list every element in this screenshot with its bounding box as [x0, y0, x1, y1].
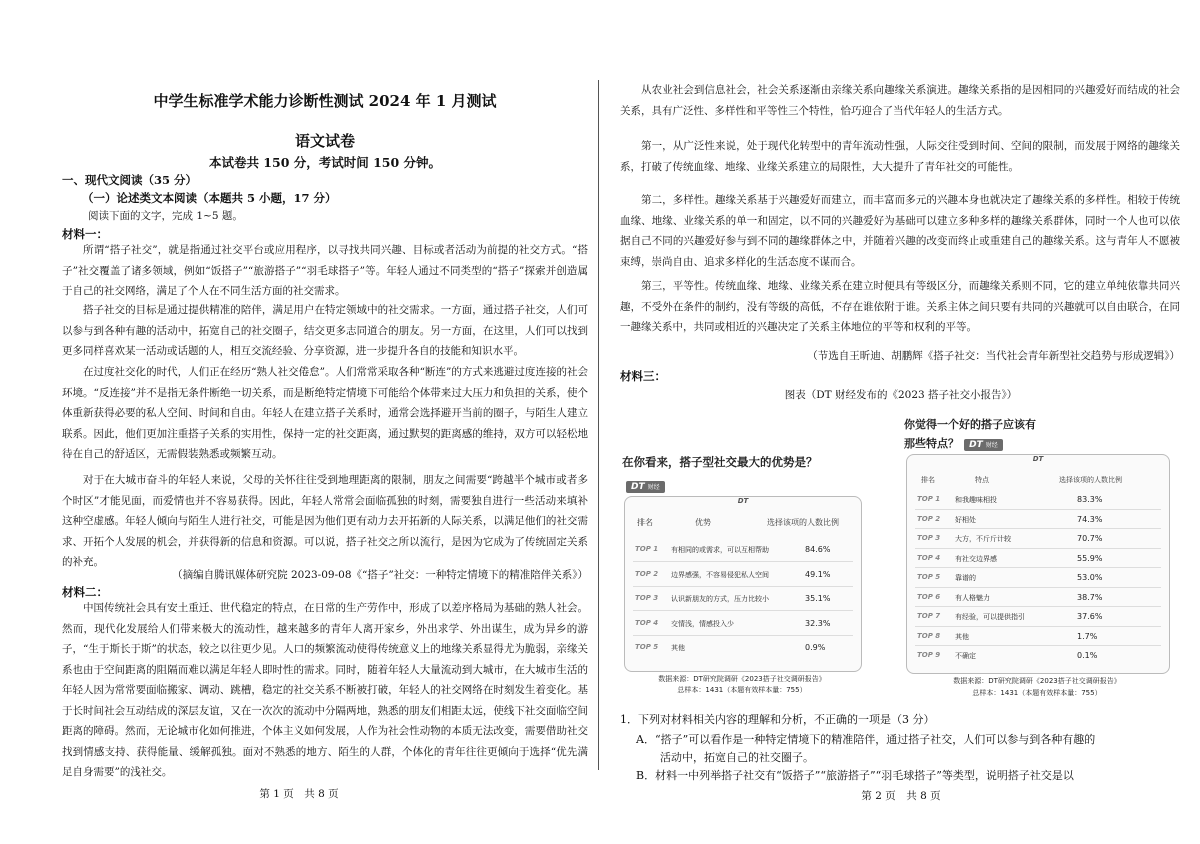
chart-footnote: 数据来源：DT研究院调研《2023搭子社交调研报告》 — [658, 675, 826, 683]
chart-caption: 图表（DT 财经发布的《2023 搭子社交小报告》） — [784, 389, 1018, 401]
score-line: 本试卷共 150 分，考试时间 150 分钟。 — [208, 155, 442, 170]
value-label: 74.3% — [1077, 514, 1103, 524]
subject-title: 语文试卷 — [294, 132, 355, 150]
page-divider — [598, 80, 599, 770]
column-header: 排名 — [637, 518, 653, 527]
rank-label: TOP 6 — [917, 592, 941, 601]
category-label: 边界感强，不容易侵犯私人空间 — [671, 570, 769, 579]
page-number: 第 2 页 共 8 页 — [861, 790, 941, 802]
row-divider — [915, 587, 1161, 588]
left-page — [0, 0, 598, 844]
category-label: 大方，不斤斤计较 — [955, 535, 1011, 543]
value-label: 70.7% — [1077, 534, 1103, 543]
row-divider — [915, 606, 1161, 607]
dt-logo — [626, 474, 665, 493]
column-header: 选择该项的人数比例 — [767, 518, 839, 527]
row-divider — [915, 548, 1161, 549]
rank-label: TOP 7 — [917, 612, 941, 620]
column-header: 选择该项的人数比例 — [1059, 476, 1122, 484]
material1-paragraph: 所谓“搭子社交”，就是指通过社交平台或应用程序，以寻找共同兴趣、目标或者活动为前提的社交方式。“搭子”社交覆盖了诸多领域，例如“饭搭子”“旅游搭子”“羽毛球搭子”等。年轻人通过不同类型的“搭子”探索并创造属于自己的社交网络，满足了个人在不同生活方面的社交需求。 — [62, 244, 588, 297]
column-header: 排名 — [921, 476, 935, 484]
value-label: 53.0% — [1077, 573, 1103, 582]
value-label: 37.6% — [1077, 612, 1103, 621]
category-label: 和我趣味相投 — [955, 496, 997, 504]
material2-paragraph: 从农业社会到信息社会，社会关系逐渐由亲缘关系向趣缘关系演进。趣缘关系指的是因相同的兴趣爱好而结成的社会关系，具有广泛性、多样性和平等性三个特性，恰巧迎合了当代年轻人的生活方式。 — [620, 84, 1180, 117]
rank-label: TOP 4 — [635, 618, 659, 627]
row-divider — [915, 626, 1161, 627]
chart-traits — [902, 412, 1172, 712]
value-label: 1.7% — [1077, 631, 1098, 641]
material1-paragraph: 对于在大城市奋斗的年轻人来说，父母的关怀往往受到地理距离的限制，朋友之间需要“跨越半个城市或者多个时区”才能见面，而爱情也并不容易获得。因此，年轻人常常会面临孤独的时刻，需要独自进行一些活动来填补这种空虚感。年轻人倾向与陌生人进行社交，可能是因为他们更有动力去开拓新的人际关系，以满足他们的社交需求、开拓个人发展的机会，并获得新的信息和资源。可以说，搭子社交之所以流行，是因为它成为了传统固定关系的补充。 — [62, 474, 588, 568]
row-divider — [633, 635, 853, 636]
chart-card — [624, 496, 862, 672]
category-label: 有经验，可以提供指引 — [955, 613, 1025, 621]
dt-logo-text: DT — [969, 440, 983, 450]
value-label: 38.7% — [1077, 592, 1103, 602]
value-label: 84.6% — [805, 545, 831, 554]
question-1-option-a-cont: 活动中，拓宽自己的社交圈子。 — [660, 751, 814, 764]
category-label: 有相同的或需求，可以互相帮助 — [671, 546, 769, 554]
rank-label: TOP 9 — [917, 651, 941, 659]
chart-title-text: 那些特点？ — [904, 437, 959, 450]
material1-source: （摘编自腾讯媒体研究院 2023-09-08《“搭子”社交：一种特定情境下的精准陪伴关系》） — [172, 569, 588, 581]
row-divider — [915, 645, 1161, 646]
material2-source: （节选自王昕迪、胡鹏辉《搭子社交：当代社会青年新型社交趋势与形成逻辑》） — [807, 350, 1180, 362]
material2-paragraph: 第一，从广泛性来说，处于现代化转型中的青年流动性强，人际交往受到时间、空间的限制，而发展于网络的趣缘关系，打破了传统血缘、地缘、业缘关系建立的局限性，大大提升了青年社交的可能性。 — [620, 140, 1180, 173]
chart-footnote: 总样本：1431（本题有效样本量：755） — [677, 686, 807, 694]
rank-label: TOP 2 — [635, 569, 659, 578]
question-1-option-a: A．“搭子”可以看作是一种特定情境下的精准陪伴，通过搭子社交，人们可以参与到各种有趣的 — [636, 733, 1096, 746]
value-label: 0.1% — [1077, 651, 1098, 660]
value-label: 55.9% — [1077, 553, 1103, 563]
row-divider — [633, 610, 853, 611]
card-label: DT — [1032, 455, 1044, 463]
rank-label: TOP 2 — [917, 514, 941, 523]
material3-label: 材料三： — [620, 369, 666, 383]
row-divider — [633, 586, 853, 587]
question-1-option-b: B．材料一中列举搭子社交有“饭搭子”“旅游搭子”“羽毛球搭子”等类型，说明搭子社交是以 — [636, 769, 1074, 782]
row-divider — [915, 528, 1161, 529]
chart-footnote: 总样本：1431（本题有效样本量：755） — [972, 689, 1102, 697]
dt-logo-subtext: 财经 — [647, 484, 660, 491]
rank-label: TOP 5 — [917, 573, 941, 581]
chart-advantages — [622, 450, 872, 700]
material2-paragraph: 第二，多样性。趣缘关系基于兴趣爱好而建立，而丰富而多元的兴趣本身也就决定了趣缘关系的多样性。相较于传统血缘、地缘、业缘关系的单一和固定，以不同的兴趣爱好为基础可以建立多种多样的趣缘关系群体，同时一个人也可以依据自己不同的兴趣爱好参与到不同的趣缘群体之中，并随着兴趣的改变而终止或重建自己的趣缘关系。这与青年人不愿被束缚，崇尚自由、追求多样化的生活态度不谋而合。 — [620, 194, 1180, 268]
value-label: 35.1% — [805, 594, 831, 603]
value-label: 32.3% — [805, 618, 831, 628]
rank-label: TOP 5 — [635, 643, 659, 651]
material1-paragraph: 搭子社交的目标是通过提供精准的陪伴，满足用户在特定领域中的社交需求。一方面，通过搭子社交，人们可以参与到各种有趣的活动中，拓宽自己的社交圈子，结交更多志同道合的朋友。另一方面，在这里，人们可以找到更多同样喜欢某一活动或话题的人，相互交流经验、分享资源，进一步提升各自的技能和知识水平。 — [62, 304, 588, 357]
category-label: 认识新朋友的方式，压力比较小 — [671, 595, 769, 603]
value-label: 0.9% — [805, 643, 826, 652]
chart-card — [906, 454, 1170, 674]
material1-label: 材料一： — [62, 227, 108, 241]
instruction: 阅读下面的文字，完成 1~5 题。 — [88, 210, 243, 222]
dt-logo-subtext: 财经 — [985, 442, 998, 449]
rank-label: TOP 1 — [917, 495, 941, 503]
row-divider — [915, 567, 1161, 568]
rank-label: TOP 4 — [917, 553, 941, 562]
section-heading: 一、现代文阅读（35 分） — [62, 173, 198, 187]
page-number: 第 1 页 共 8 页 — [259, 788, 339, 800]
category-label: 有人格魅力 — [955, 593, 990, 602]
value-label: 83.3% — [1077, 495, 1103, 504]
category-label: 交情浅，情感投入少 — [671, 619, 734, 628]
card-label: DT — [737, 497, 749, 505]
exam-title: 中学生标准学术能力诊断性测试 2024 年 1 月测试 — [153, 92, 497, 110]
material2-label: 材料二： — [62, 585, 108, 599]
chart-title: 在你看来，搭子型社交最大的优势是？ — [622, 455, 818, 469]
dt-logo — [964, 439, 1003, 451]
column-header: 优势 — [695, 518, 711, 527]
material1-paragraph: 在过度社交化的时代，人们正在经历“熟人社交倦怠”。人们常常采取各种“断连”的方式来逃避过度连接的社会环境。“反连接”并不是指无条件断绝一切关系，而是断绝特定情境下可能给个体带来过大压力和负担的关系，使个体重新获得必要的私人空间、时间和自由。年轻人在建立搭子关系时，通常会选择避开当前的圈子，与陌生人建立联系。因此，他们更加注重搭子关系的实用性，保持一定的社交距离，通过默契的距离感的维持，双方可以轻松地待在自己的舒适区，无需假装熟悉或频繁互动。 — [62, 366, 588, 460]
material2-paragraph: 第三，平等性。传统血缘、地缘、业缘关系在建立时便具有等级区分，而趣缘关系则不同，它的建立单纯依靠共同兴趣，不受外在条件的制约，没有等级的高低，不存在谁依附于谁。关系主体之间只要有共同的兴趣就可以自由联合，在同一趣缘关系中，共同或相近的兴趣决定了关系主体地位的平等和权利的平等。 — [620, 280, 1180, 333]
category-label: 其他 — [671, 644, 685, 652]
right-page — [602, 0, 1200, 844]
subsection-heading: （一）论述类文本阅读（本题共 5 小题，17 分） — [82, 191, 337, 205]
category-label: 靠谱的 — [955, 574, 976, 582]
rank-label: TOP 3 — [635, 594, 659, 602]
chart-title-line2 — [904, 432, 1003, 451]
material2-paragraph: 中国传统社会具有安土重迁、世代稳定的特点，在日常的生产劳作中，形成了以差序格局为基础的熟人社会。然而，现代化发展给人们带来极大的流动性，越来越多的青年人离开家乡，外出求学、外出谋生，成为异乡的游子，“生于斯长于斯”的状态，较之以往更少见。人口的频繁流动使得传统意义上的地缘关系显得尤为脆弱，亲缘关系也由于空间距离的阻隔而难以满足年轻人即时性的需求。同时，随着年轻人大量流动到大城市，在大城市生活的年轻人因为常常要面临搬家、调动、跳槽，稳定的社交关系不断被打破，年轻人的社交网络在时刻发生着变化。基于长时间社会互动结成的深层友谊，又在一次次的流动中分隔两地，熟悉的朋友们相距太远，使线下社交面临空间距离的障碍。然而，无论城市化如何推进，个体主义如何发展，人作为社会性动物的本质无法改变，需要借助社交找到情感支持、获得能量、缓解孤独。面对不熟悉的地方、陌生的人群，个体化的青年往往更倾向于选择“优先满足自身需要”的浅社交。 — [62, 602, 588, 778]
category-label: 其他 — [955, 632, 969, 641]
chart-footnote: 数据来源：DT研究院调研《2023搭子社交调研报告》 — [953, 677, 1121, 685]
rank-label: TOP 1 — [635, 545, 659, 553]
rank-label: TOP 3 — [917, 534, 941, 542]
value-label: 49.1% — [805, 569, 831, 579]
row-divider — [633, 561, 853, 562]
chart-title: 你觉得一个好的搭子应该有 — [904, 418, 1036, 431]
category-label: 不确定 — [955, 652, 976, 660]
rank-label: TOP 8 — [917, 631, 941, 640]
category-label: 好相处 — [955, 515, 976, 524]
question-1: 1．下列对材料相关内容的理解和分析，不正确的一项是（3 分） — [620, 713, 935, 726]
column-header: 特点 — [975, 476, 989, 484]
row-divider — [915, 509, 1161, 510]
category-label: 有社交边界感 — [955, 554, 997, 563]
dt-logo-text: DT — [631, 482, 645, 492]
